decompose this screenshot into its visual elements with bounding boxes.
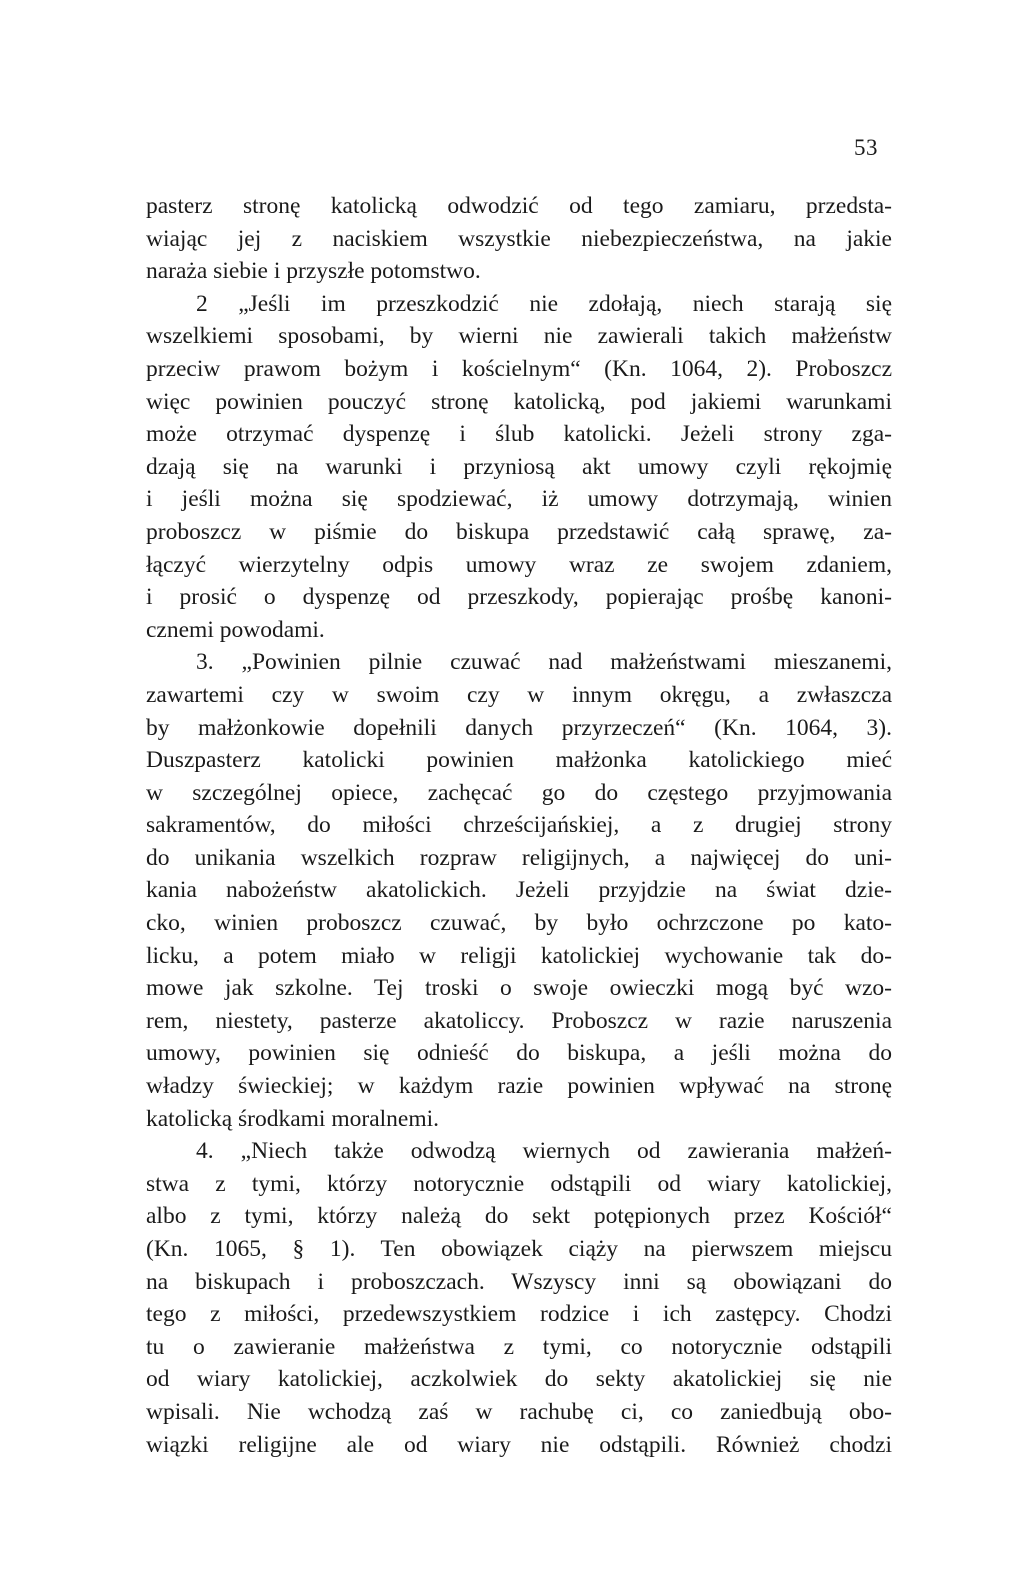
page-number: 53 [854,135,878,160]
text-line: cko, winien proboszcz czuwać, by było ochrzczone po kato- [146,910,892,937]
text-line: i jeśli można się spodziewać, iż umowy dotrzymają, winien [146,486,892,513]
text-line: 3. „Powinien pilnie czuwać nad małżeństwami mieszanemi, [196,649,892,676]
text-line: umowy, powinien się odnieść do biskupa, a jeśli można do [146,1040,892,1067]
text-line: pasterz stronę katolicką odwodzić od tego zamiaru, przedsta- [146,193,892,219]
text-line: dzają się na warunki i przyniosą akt umowy czyli rękojmię [146,453,892,480]
text-line: więc powinien pouczyć stronę katolicką, pod jakiemi warunkami [146,388,892,415]
text-line: do unikania wszelkich rozpraw religijnych, a najwięcej do uni- [146,844,892,871]
text-line: tego z miłości, przedewszystkiem rodzice i ich zastępcy. Chodzi [146,1301,892,1328]
text-line: przeciw prawom bożym i kościelnym“ (Kn. 1064, 2). Proboszcz [146,355,892,382]
text-line: wpisali. Nie wchodzą zaś w rachubę ci, co zaniedbują obo- [146,1398,892,1425]
text-line: proboszcz w piśmie do biskupa przedstawić całą sprawę, za- [146,518,892,545]
text-line: w szczególnej opiece, zachęcać go do częstego przyjmowania [146,779,892,806]
text-line: by małżonkowie dopełnili danych przyrzeczeń“ (Kn. 1064, 3). [146,714,892,741]
text-line: łączyć wierzytelny odpis umowy wraz ze swojem zdaniem, [146,551,892,578]
text-line: (Kn. 1065, § 1). Ten obowiązek ciąży na pierwszem miejscu [146,1236,892,1262]
text-line: naraża siebie i przyszłe potomstwo. [146,258,481,285]
text-line: kania nabożeństw akatolickich. Jeżeli przyjdzie na świat dzie- [146,877,892,904]
text-line: i prosić o dyspenzę od przeszkody, popierając prośbę kanoni- [146,584,892,611]
text-line: Duszpasterz katolicki powinien małżonka katolickiego mieć [146,747,892,774]
text-line: 2 „Jeśli im przeszkodzić nie zdołają, niech starają się [196,290,892,317]
text-line: cznemi powodami. [146,616,325,643]
text-line: mowe jak szkolne. Tej troski o swoje owieczki mogą być wzo- [146,975,892,1002]
text-line: katolicką środkami moralnemi. [146,1105,440,1132]
text-line: na biskupach i proboszczach. Wszyscy inni są obowiązani do [146,1268,892,1295]
body-text [146,190,892,1461]
text-line: wiązki religijne ale od wiary nie odstąpili. Również chodzi [146,1431,892,1458]
text-line: od wiary katolickiej, aczkolwiek do sekty akatolickiej się nie [146,1366,892,1393]
text-line: wszelkiemi sposobami, by wierni nie zawierali takich małżeństw [146,323,892,350]
text-line: wiając jej z naciskiem wszystkie niebezpieczeństwa, na jakie [146,225,892,252]
text-line: licku, a potem miało w religji katolickiej wychowanie tak do- [146,942,892,969]
text-line: rem, niestety, pasterze akatoliccy. Proboszcz w razie naruszenia [146,1007,892,1034]
text-line: tu o zawieranie małżeństwa z tymi, co notorycznie odstąpili [146,1333,892,1360]
text-line: 4. „Niech także odwodzą wiernych od zawierania małżeń- [196,1138,892,1165]
text-line: władzy świeckiej; w każdym razie powinien wpływać na stronę [146,1073,892,1100]
text-line: sakramentów, do miłości chrześcijańskiej, a z drugiej strony [146,812,892,839]
text-line: zawartemi czy w swoim czy w innym okręgu, a zwłaszcza [146,681,892,708]
text-line: może otrzymać dyspenzę i ślub katolicki. Jeżeli strony zga- [146,421,892,448]
text-line: stwa z tymi, którzy notorycznie odstąpili od wiary katolickiej, [146,1170,892,1197]
text-line: albo z tymi, którzy należą do sekt potępionych przez Kościół“ [146,1203,892,1230]
